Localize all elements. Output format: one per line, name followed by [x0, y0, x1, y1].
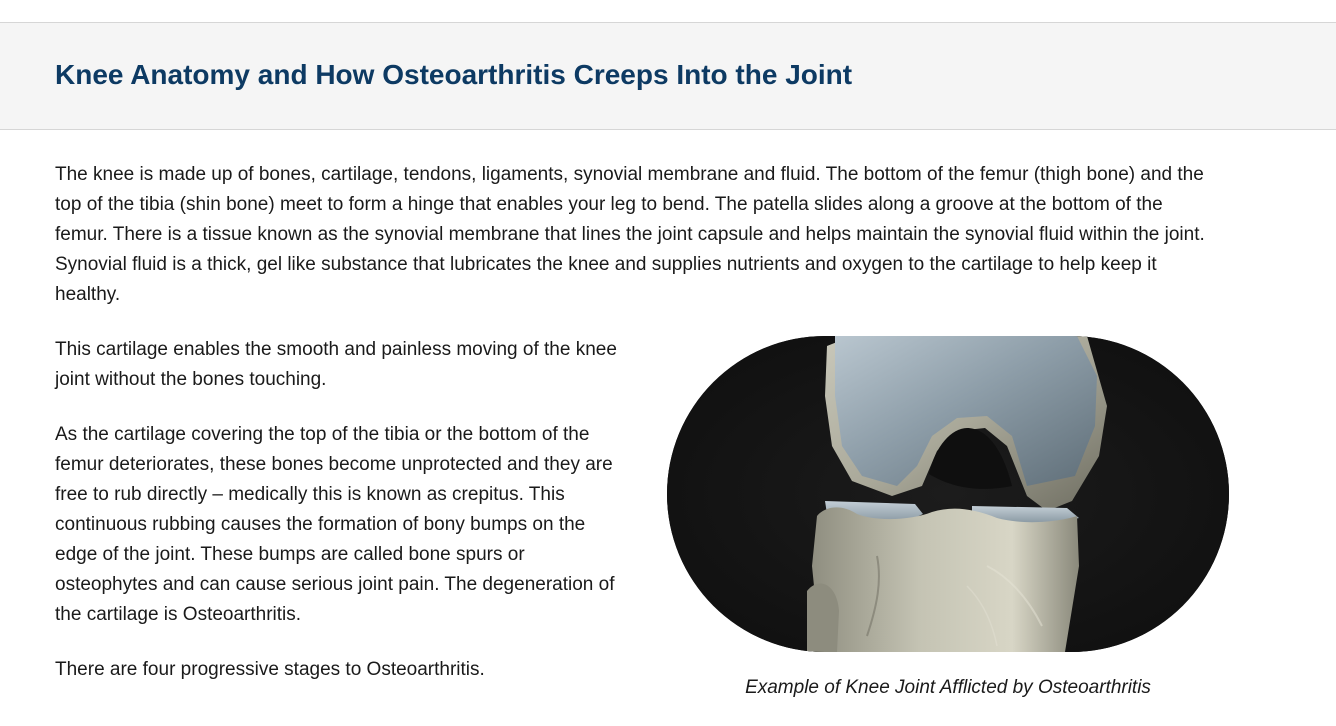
intro-paragraph: The knee is made up of bones, cartilage, tendons, ligaments, synovial membrane and fluid. The bottom of the femur (thigh bone) and the top of the tibia (shin bone) meet to form a hinge that enables your leg to bend. The patella slides along a groove at the bottom of the femur. There is a tissue known as the synovial membrane that lines the joint capsule and helps maintain the synovial fluid within the joint. Synovial fluid is a thick, gel like substance that lubricates the knee and supplies nutrients and oxygen to the cartilage to help keep it healthy.	[55, 164, 1205, 305]
page-title: Knee Anatomy and How Osteoarthritis Creeps Into the Joint	[55, 59, 853, 90]
figure-caption: Example of Knee Joint Afflicted by Osteoarthritis	[745, 677, 1151, 698]
body-text-column	[55, 335, 620, 710]
intro-section	[55, 160, 1215, 310]
page-header	[0, 23, 1336, 130]
cartilage-paragraph: This cartilage enables the smooth and painless moving of the knee joint without the bones touching.	[55, 339, 617, 390]
knee-figure	[667, 336, 1229, 700]
degeneration-paragraph: As the cartilage covering the top of the tibia or the bottom of the femur deteriorates, these bones become unprotected and they are free to rub directly – medically this is known as crepitus. This continuous rubbing causes the formation of bony bumps on the edge of the joint. These bumps are called bone spurs or osteophytes and can cause serious joint pain. The degeneration of the cartilage is Osteoarthritis.	[55, 424, 615, 625]
knee-joint-image	[667, 336, 1229, 652]
top-strip	[0, 0, 1336, 23]
stages-paragraph: There are four progressive stages to Osteoarthritis.	[55, 659, 485, 680]
